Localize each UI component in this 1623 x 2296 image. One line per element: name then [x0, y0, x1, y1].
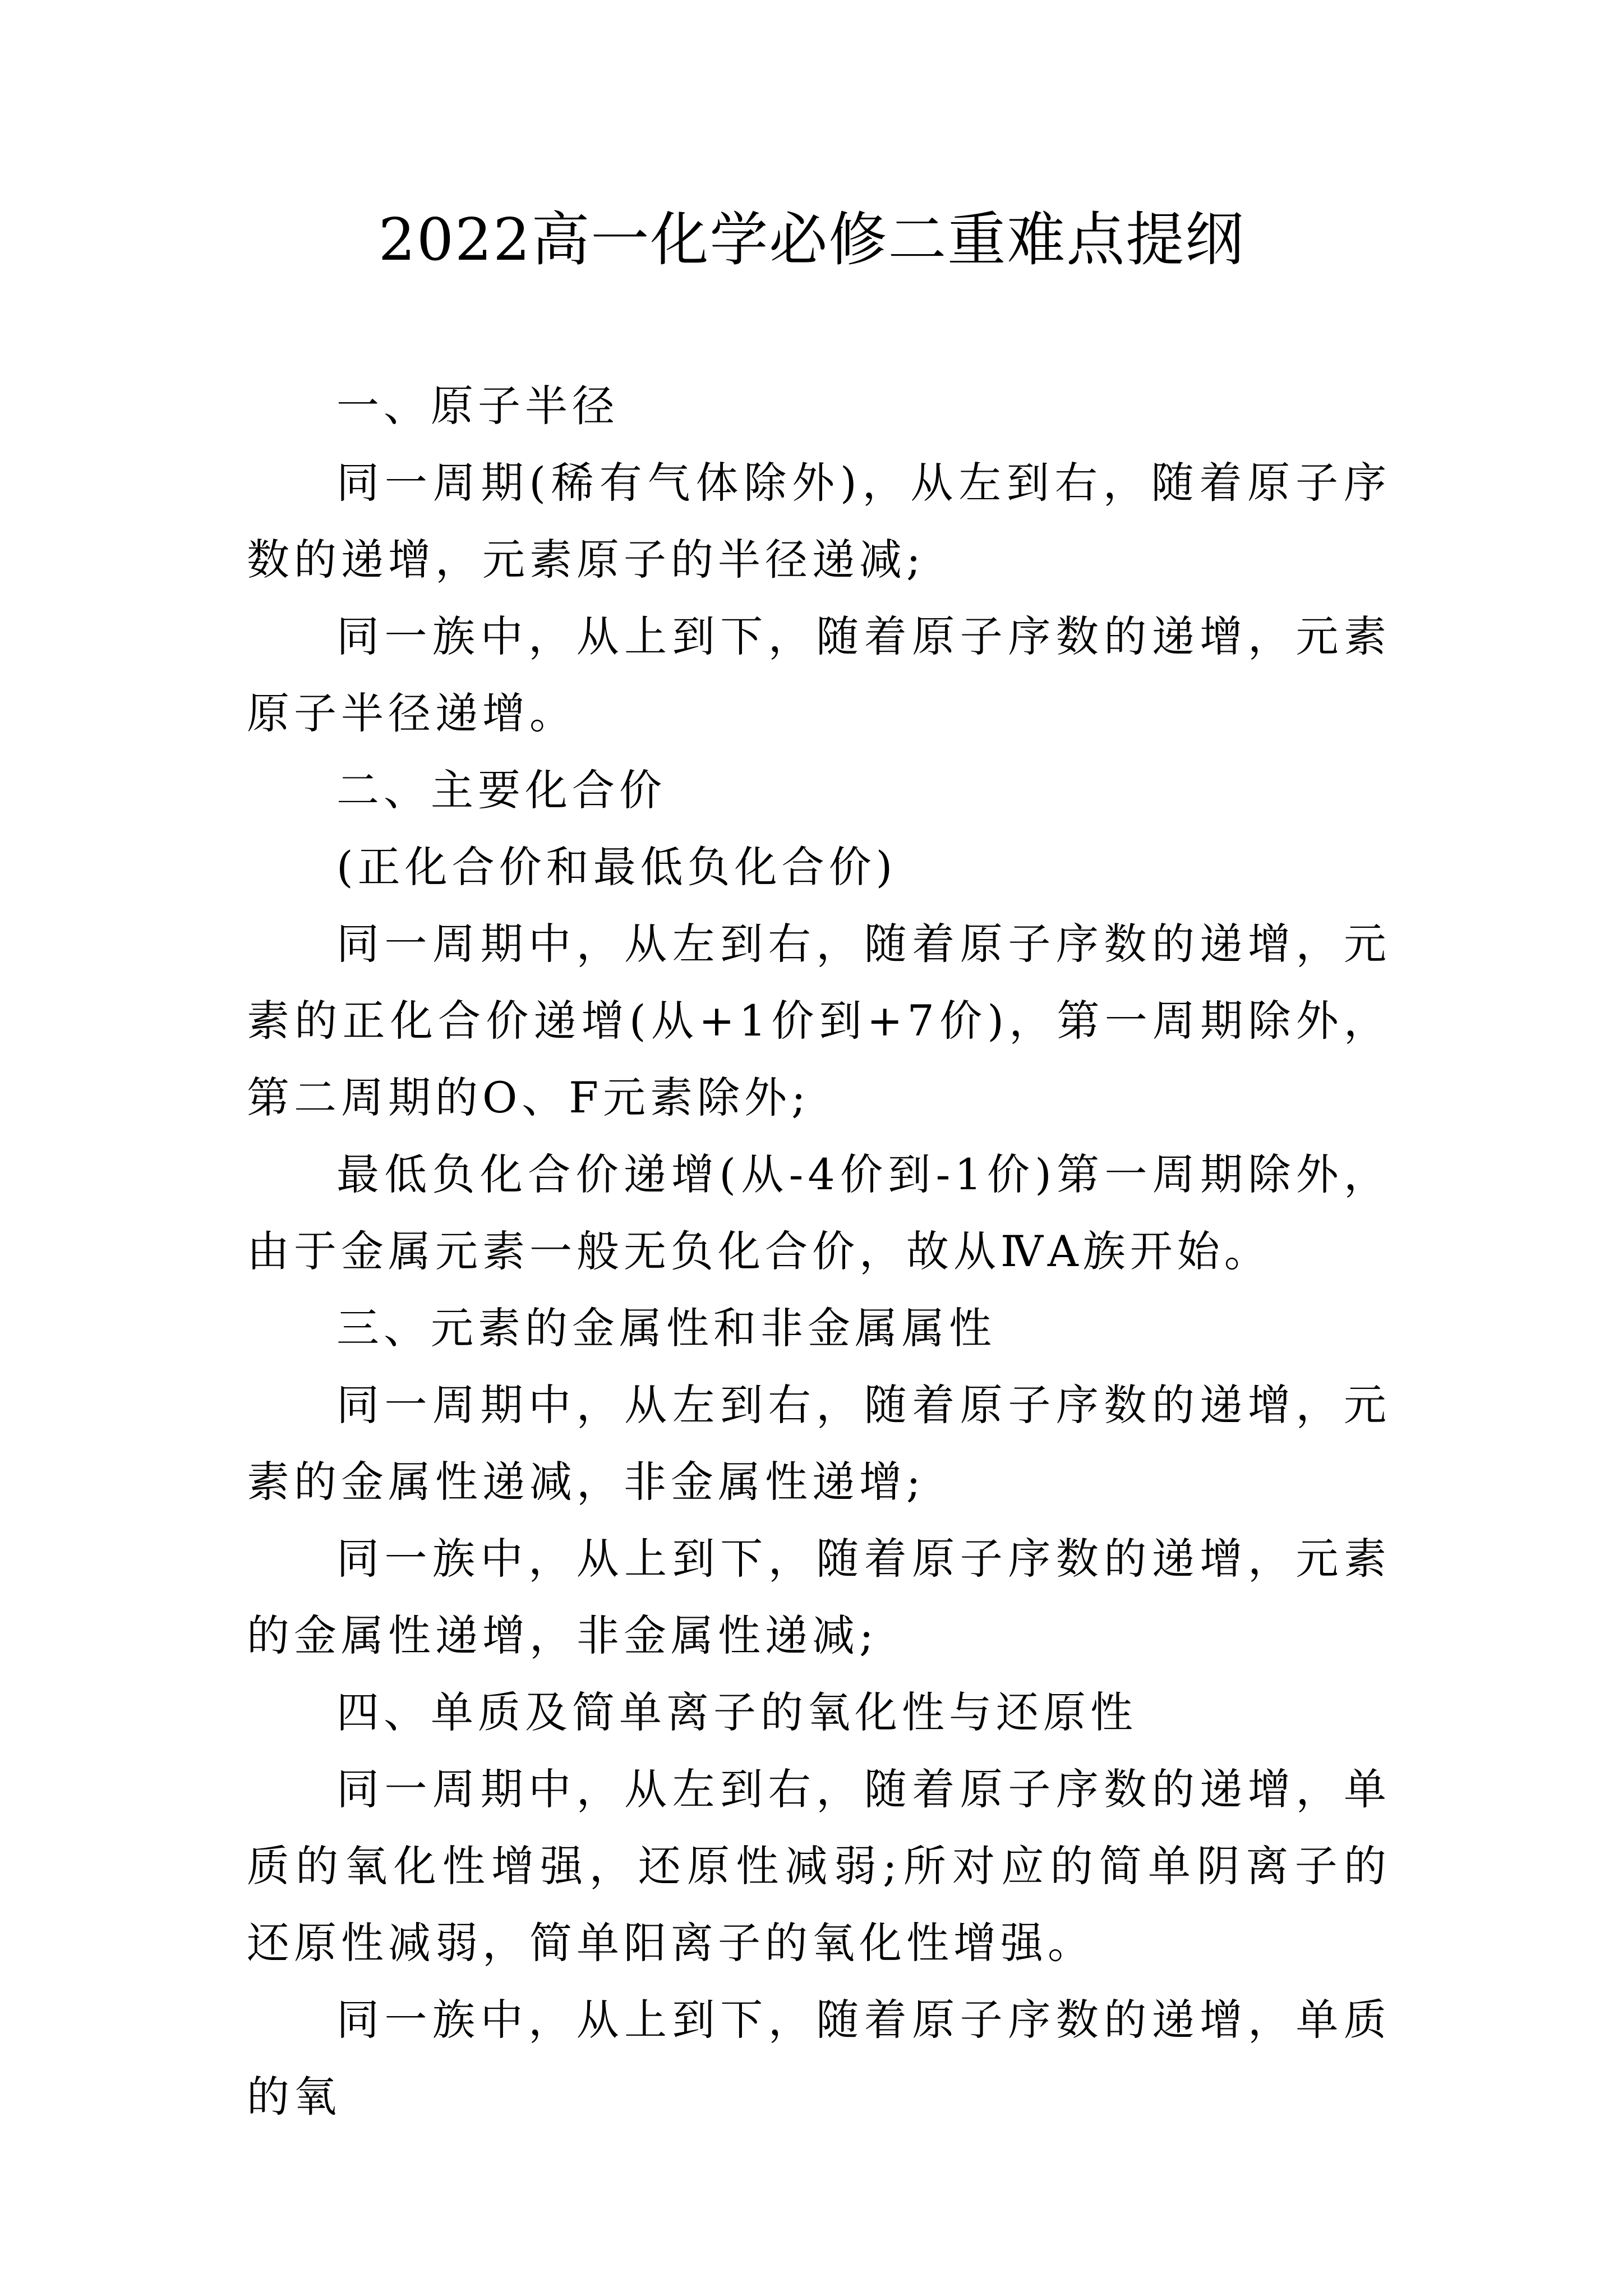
- paragraph: (正化合价和最低负化合价): [336, 842, 897, 892]
- paragraph: 同一周期中，从左到右，随着原子序数的递增，元素的金属性递减，非金属性递增;: [247, 1380, 1391, 1507]
- section-heading: 三、元素的金属性和非金属属性: [336, 1303, 996, 1353]
- document-title: 2022高一化学必修二重难点提纲: [378, 205, 1245, 274]
- paragraph: 同一周期中，从左到右，随着原子序数的递增，单质的氧化性增强，还原性减弱;所对应的简单阴离子的还原性减弱，简单阳离子的氧化性增强。: [247, 1764, 1391, 1968]
- section-heading: 二、主要化合价: [336, 765, 666, 815]
- paragraph: 同一族中，从上到下，随着原子序数的递增，元素原子半径递增。: [247, 611, 1391, 738]
- paragraph: 最低负化合价递增(从-4价到-1价)第一周期除外，由于金属元素一般无负化合价，故从ⅣA族开始。: [247, 1149, 1391, 1276]
- document-body: [247, 367, 1391, 2135]
- section-heading: 四、单质及简单离子的氧化性与还原性: [336, 1687, 1137, 1737]
- section-heading: 一、原子半径: [336, 381, 619, 431]
- paragraph: 同一族中，从上到下，随着原子序数的递增，元素的金属性递增，非金属性递减;: [247, 1534, 1391, 1660]
- paragraph: 同一族中，从上到下，随着原子序数的递增，单质的氧: [247, 1995, 1391, 2122]
- paragraph: 同一周期中，从左到右，随着原子序数的递增，元素的正化合价递增(从+1价到+7价)，第一周期除外，第二周期的O、F元素除外;: [247, 919, 1391, 1122]
- paragraph: 同一周期(稀有气体除外)，从左到右，随着原子序数的递增，元素原子的半径递减;: [247, 458, 1391, 585]
